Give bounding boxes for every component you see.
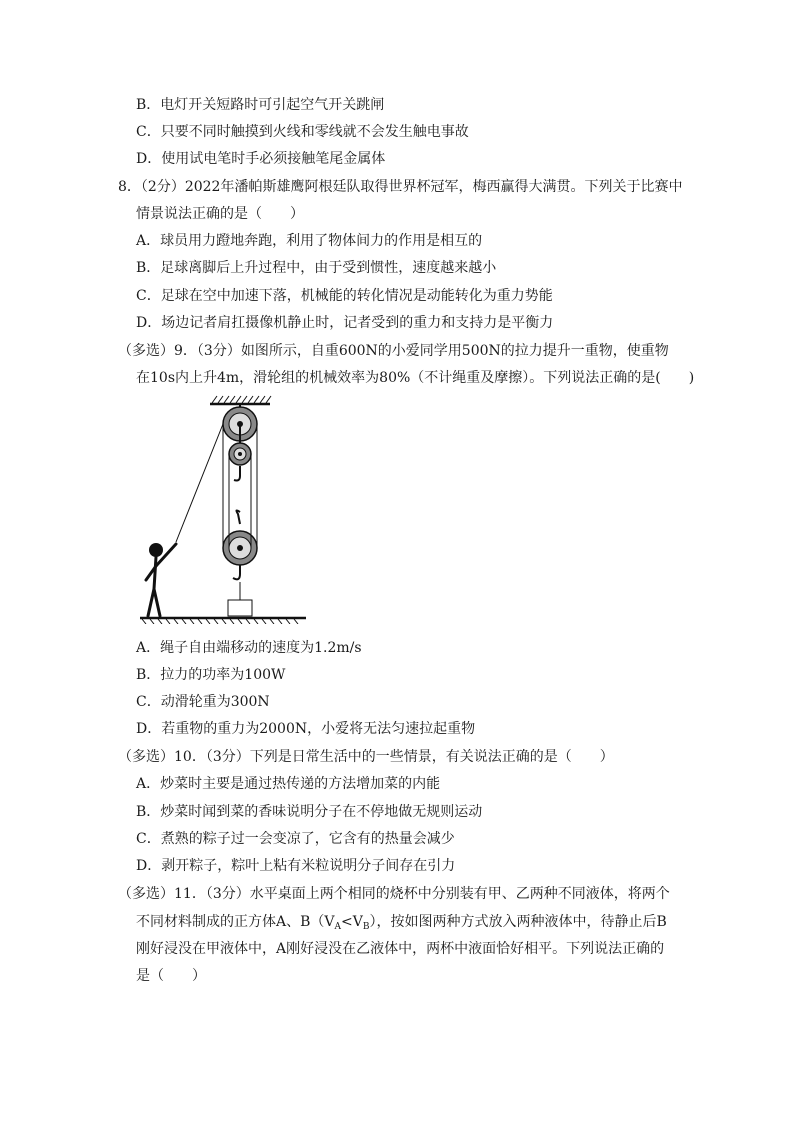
q9-option-c: C．动滑轮重为300N [136,694,270,710]
q11-stem-line1: （多选）11．（3分）水平桌面上两个相同的烧杯中分别装有甲、乙两种不同液体，将两个 [118,886,670,902]
q7-option-b: B．电灯开关短路时可引起空气开关跳闸 [136,97,385,113]
q8-option-b: B．足球离脚后上升过程中，由于受到惯性，速度越来越小 [136,260,497,276]
q10-option-a: A．炒菜时主要是通过热传递的方法增加菜的内能 [136,776,441,792]
q10-stem: （多选）10．（3分）下列是日常生活中的一些情景，有关说法正确的是（ ） [118,749,614,765]
q8-option-a: A．球员用力蹬地奔跑，利用了物体间力的作用是相互的 [136,233,483,249]
q11-stem-line3: 刚好浸没在甲液体中，A刚好浸没在乙液体中，两杯中液面恰好相平。下列说法正确的 [136,941,665,957]
q9-option-a: A．绳子自由端移动的速度为1.2m/s [136,640,362,656]
q7-option-c: C．只要不同时触摸到火线和零线就不会发生触电事故 [136,124,469,140]
ropes [176,424,257,548]
q9-option-b: B．拉力的功率为100W [136,667,286,683]
q9-option-d: D．若重物的重力为2000N，小爱将无法匀速拉起重物 [136,721,476,737]
q8-stem-line1: 8．（2分）2022年潘帕斯雄鹰阿根廷队取得世界杯冠军，梅西赢得大满贯。下列关于比赛中 [118,179,683,195]
q11-stem-line4: 是（ ） [136,968,206,984]
weight-block [228,582,252,616]
q7-option-d: D．使用试电笔时手必须接触笔尾金属体 [136,151,386,167]
ground [140,618,306,624]
q11-stem-line2: 不同材料制成的正方体A、$B(V_A<V_B)$，按如图两种方式放入两种液体中，待静止后B [136,914,667,932]
q8-option-c: C．足球在空中加速下落，机械能的转化情况是动能转化为重力势能 [136,288,553,304]
pulley-figure [136,394,326,624]
q10-option-b: B．炒菜时闻到菜的香味说明分子在不停地做无规则运动 [136,804,483,820]
q10-option-d: D．剥开粽子，粽叶上粘有米粒说明分子间存在引力 [136,858,456,874]
q9-stem-line1: （多选）9．（3分）如图所示，自重600N的小爱同学用500N的拉力提升一重物，使重物 [118,343,669,359]
movable-pulley [223,510,257,579]
q8-option-d: D．场边记者肩扛摄像机静止时，记者受到的重力和支持力是平衡力 [136,315,554,331]
ceiling [210,396,271,404]
person-figure [146,543,176,616]
q9-stem-line2: 在10s内上升4m，滑轮组的机械效率为80%（不计绳重及摩擦）。下列说法正确的是( ) [136,370,695,386]
q8-stem-line2: 情景说法正确的是（ ） [136,206,304,222]
q10-option-c: C．煮熟的粽子过一会变凉了，它含有的热量会减少 [136,831,455,847]
